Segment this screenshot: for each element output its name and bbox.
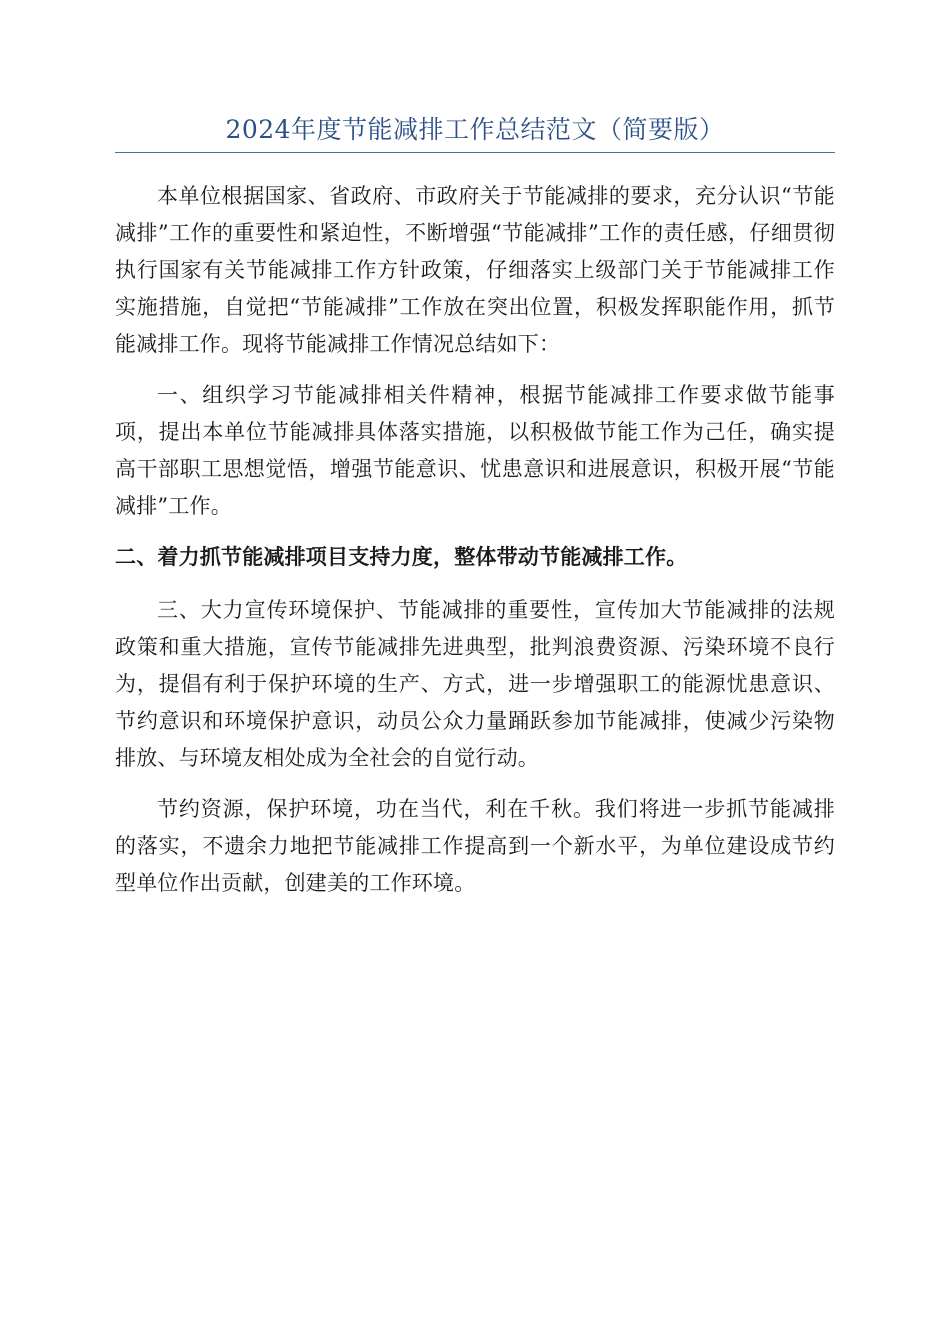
- paragraph-section-one: 一、组织学习节能减排相关件精神，根据节能减排工作要求做节能事项，提出本单位节能减排具体落实措施，以积极做节能工作为己任，确实提高干部职工思想觉悟，增强节能意识、忧患意识和进展意识，积极开展“节能减排”工作。: [115, 383, 835, 518]
- page-title: 2024年度节能减排工作总结范文（简要版）: [225, 115, 725, 144]
- paragraph-conclusion: 节约资源，保护环境，功在当代，利在千秋。我们将进一步抓节能减排的落实，不遗余力地把节能减排工作提高到一个新水平，为单位建设成节约型单位作出贡献，创建美的工作环境。: [115, 797, 835, 895]
- title-block: [115, 112, 835, 153]
- document-body: [115, 178, 835, 916]
- paragraph-intro: 本单位根据国家、省政府、市政府关于节能减排的要求，充分认识“节能减排”工作的重要性和紧迫性，不断增强“节能减排”工作的责任感，仔细贯彻执行国家有关节能减排工作方针政策，仔细落实上级部门关于节能减排工作实施措施，自觉把“节能减排”工作放在突出位置，积极发挥职能作用，抓节能减排工作。现将节能减排工作情况总结如下：: [115, 184, 835, 356]
- paragraph-section-three: 三、大力宣传环境保护、节能减排的重要性，宣传加大节能减排的法规政策和重大措施，宣传节能减排先进典型，批判浪费资源、污染环境不良行为，提倡有利于保护环境的生产、方式，进一步增强职工的能源忧患意识、节约意识和环境保护意识，动员公众力量踊跃参加节能减排，使减少污染物排放、与环境友相处成为全社会的自觉行动。: [115, 598, 835, 770]
- paragraph-section-two: 二、着力抓节能减排项目支持力度，整体带动节能减排工作。: [115, 545, 688, 569]
